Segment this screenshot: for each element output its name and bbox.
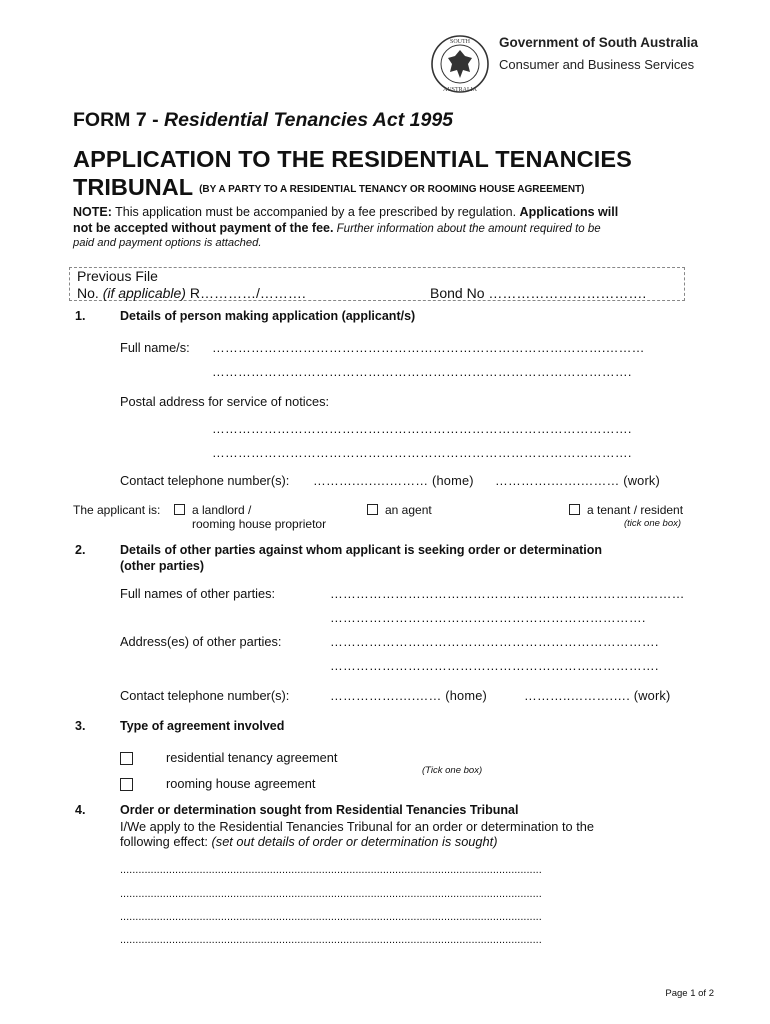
section4-body-line1: I/We apply to the Residential Tenancies Tribunal for an order or determination to the bbox=[120, 819, 594, 834]
note-italic-1: Further information about the amount required to be bbox=[333, 223, 601, 235]
if-applicable-label: (if applicable) bbox=[102, 285, 186, 301]
rooming-house-checkbox[interactable] bbox=[120, 778, 133, 791]
other-parties-work-phone-field[interactable]: ………..……….…. (work) bbox=[524, 688, 671, 703]
section4-body-effect: following effect: bbox=[120, 834, 212, 849]
file-ref-field[interactable]: R…………/………. bbox=[185, 285, 306, 301]
other-parties-address-field-1[interactable]: …………………………………………………………………. bbox=[330, 634, 659, 649]
main-subtitle: (BY A PARTY TO A RESIDENTIAL TENANCY OR ROOMING HOUSE AGREEMENT) bbox=[199, 184, 585, 195]
section1-heading: Details of person making application (applicant/s) bbox=[120, 309, 416, 323]
other-parties-names-field-2[interactable]: ………………………………………………………………. bbox=[330, 610, 646, 625]
other-parties-names-label: Full names of other parties: bbox=[120, 586, 276, 601]
agent-option-label: an agent bbox=[385, 503, 432, 517]
postal-address-field-1[interactable]: ……………………………………………………………………………………. bbox=[212, 421, 632, 436]
section3-number: 3. bbox=[75, 719, 86, 733]
note-bold-1: Applications will bbox=[519, 205, 619, 219]
order-details-field-3[interactable]: .......................................................................................................................................... bbox=[120, 911, 542, 923]
note-bold-2: not be accepted without payment of the fee. bbox=[73, 221, 334, 235]
order-details-field-4[interactable]: .......................................................................................................................................... bbox=[120, 934, 542, 946]
file-no-label: No. bbox=[77, 285, 103, 301]
note-italic-2: paid and payment options is attached. bbox=[73, 237, 262, 249]
previous-file-number-field[interactable] bbox=[77, 285, 306, 301]
tenant-option-label: a tenant / resident bbox=[587, 503, 684, 517]
order-details-field-2[interactable]: .......................................................................................................................................... bbox=[120, 888, 542, 900]
bond-number-field[interactable]: Bond No ……………………………. bbox=[430, 285, 647, 301]
section3-heading: Type of agreement involved bbox=[120, 719, 285, 733]
other-parties-phone-label: Contact telephone number(s): bbox=[120, 688, 290, 703]
svg-text:AUSTRALIA: AUSTRALIA bbox=[443, 87, 477, 93]
section4-body-line2 bbox=[120, 834, 497, 849]
rooming-proprietor-option-label: rooming house proprietor bbox=[192, 517, 327, 531]
full-name-label: Full name/s: bbox=[120, 340, 190, 355]
section2-number: 2. bbox=[75, 543, 86, 557]
rooming-house-option-label: rooming house agreement bbox=[166, 776, 316, 791]
government-name: Government of South Australia bbox=[499, 35, 699, 50]
form-title bbox=[73, 109, 453, 132]
section4-heading: Order or determination sought from Residential Tenancies Tribunal bbox=[120, 803, 519, 817]
form-number: FORM 7 - bbox=[73, 109, 164, 131]
section2-heading-line2: (other parties) bbox=[120, 559, 205, 573]
note-line2 bbox=[73, 221, 601, 235]
section4-body-instruction: (set out details of order or determination is sought) bbox=[211, 834, 498, 849]
other-parties-home-phone-field[interactable]: …………….….…… (home) bbox=[330, 688, 487, 703]
full-name-field-1[interactable]: ……………………………………………………………………………….……… bbox=[212, 340, 645, 355]
main-title-line1: APPLICATION TO THE RESIDENTIAL TENANCIES bbox=[73, 146, 632, 172]
residential-tenancy-option-label: residential tenancy agreement bbox=[166, 750, 338, 765]
tenant-checkbox[interactable] bbox=[569, 504, 580, 515]
other-parties-address-label: Address(es) of other parties: bbox=[120, 634, 282, 649]
previous-file-label: Previous File bbox=[77, 268, 158, 284]
postal-address-field-2[interactable]: ……………………………………………………………………………………. bbox=[212, 445, 632, 460]
note-label: NOTE: bbox=[73, 205, 112, 219]
landlord-checkbox[interactable] bbox=[174, 504, 185, 515]
section1-number: 1. bbox=[75, 309, 86, 323]
order-details-field-1[interactable]: .......................................................................................................................................... bbox=[120, 864, 542, 876]
svg-text:SOUTH: SOUTH bbox=[449, 39, 471, 45]
section4-number: 4. bbox=[75, 803, 86, 817]
agent-checkbox[interactable] bbox=[367, 504, 378, 515]
act-name: Residential Tenancies Act 1995 bbox=[164, 109, 454, 131]
postal-address-label: Postal address for service of notices: bbox=[120, 394, 330, 409]
work-phone-field[interactable]: ………….…….……… (work) bbox=[495, 473, 660, 488]
tick-one-box-note: (tick one box) bbox=[624, 518, 682, 529]
residential-tenancy-checkbox[interactable] bbox=[120, 752, 133, 765]
landlord-option-label: a landlord / bbox=[192, 503, 252, 517]
south-australia-seal-icon bbox=[430, 34, 490, 94]
home-phone-field[interactable]: ……….….….……… (home) bbox=[313, 473, 474, 488]
full-name-field-2[interactable]: ……………………………………………………………………………………. bbox=[212, 364, 632, 379]
note-line1 bbox=[73, 205, 618, 219]
other-parties-names-field-1[interactable]: ……………………………………………………………….……… bbox=[330, 586, 685, 601]
department-name: Consumer and Business Services bbox=[499, 57, 695, 72]
main-title-tribunal: TRIBUNAL bbox=[73, 174, 194, 200]
tick-one-box-note-2: (Tick one box) bbox=[422, 765, 483, 776]
main-title-line2 bbox=[73, 174, 585, 201]
applicant-is-label: The applicant is: bbox=[73, 503, 161, 517]
page-number: Page 1 of 2 bbox=[665, 988, 714, 999]
section2-heading-line1: Details of other parties against whom applicant is seeking order or determination bbox=[120, 543, 603, 557]
contact-phone-label: Contact telephone number(s): bbox=[120, 473, 290, 488]
note-text: This application must be accompanied by a fee prescribed by regulation. bbox=[111, 205, 520, 219]
other-parties-address-field-2[interactable]: …………………………………………………………………. bbox=[330, 658, 659, 673]
